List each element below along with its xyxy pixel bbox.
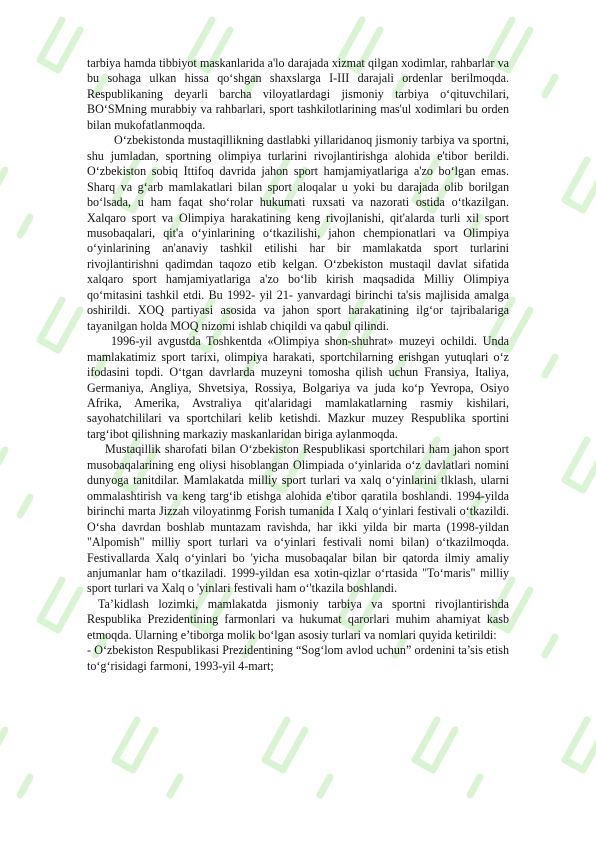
watermark-mark [0,440,5,490]
watermark-dash [170,777,180,795]
watermark-dash [545,637,555,655]
watermark-dash [470,777,480,795]
paragraph-1: tarbiya hamda tibbiyot maskanlarida a'lo darajada xizmat qilgan xodimlar, rahbarlar va bu sohaga ulkan hissa qo‘shgan shaxslarga I-III darajali ordenlar berilmoqda. Respublikaning deyarli barcha viloyatlardagi jismoniy tarbiya o‘qituvchilari, BO‘SMning murabbiy va rahbarlari, sport tashkilotlarining mas'ul xodimlari bu orden bilan mukofatlanmoqda. [87,56,509,132]
watermark-mark [40,20,80,70]
watermark-mark [115,720,155,770]
watermark-dash [545,357,555,375]
watermark-dash [545,77,555,95]
watermark-mark [565,440,596,490]
watermark-dash [20,497,30,515]
watermark-mark [415,720,455,770]
paragraph-2: O‘zbekistonda mustaqillikning dastlabki yillaridanoq jismoniy tarbiya va sportni, shu jumladan, sportning olimpiya turlarini rivojlantirishga alohida e'tibor berildi. O‘zbekiston sobiq Ittifoq davrida jahon sport hamjamiyatlariga a'zo bo‘lgan emas. Sharq va g‘arb mamlakatlari bilan sport aloqalar u yoki bu darajada olib borilgan bo‘lsada, u ham faqat sho‘rolar hukumati ruxsati va nazorati ostida o‘tkazilgan. Xalqaro sport va Olimpiya harakatining keng rivojlanishi, qit'alarda turli xil sport musobaqalari, qit'a o‘yinlarining o‘tkazilishi, jahon chempionatlari va Olimpiya o‘yinlarining an'anaviy tashkil etilishi har bir mamlakatda sport turlarini rivojlantirishni qadimdan taqozo etib kelgan. O‘zbekiston mustaqil davlat sifatida xalqaro sport hamjamiyatlariga a'zo bo‘lib kirish maqsadida Milliy Olimpiya qo‘mitasini tashkil etdi. Bu 1992- yil 21- yanvardagi birinchi ta'sis majlisida amalga oshirildi. XOQ partiyasi asosida va jahon sport harakatining ilg‘or tajribalariga tayanilgan holda MOQ nizomi ishlab chiqildi va qabul qilindi. [87,133,509,333]
watermark-mark [40,580,80,630]
watermark-mark [0,160,5,210]
watermark-dash [20,777,30,795]
paragraph-4: Mustaqillik sharofati bilan O‘zbekiston Respublikasi sportchilari ham jahon sport musobaqalarining eng oliysi hisoblangan Olimpiada o‘yinlarida o‘z davlatlari nomini dunyoga tanitdilar. Mamlakatda milliy sport turlari va xalq o‘yinlarini tlklash, ularni ommalashtirish va keng targ‘ib etishga alohida e'tibor qaratila boshlandi. 1994-yilda birinchi marta Jizzah viloyatinmg Forish tumanida I Xalq o‘yinlari festivali o‘tkazildi. O‘sha davrdan boshlab muntazam ravishda, har ikki yilda bir marta (1998-yildan "Alpomish" milliy sport turlari va o‘yinlari festivali nomi bilan) o‘tkazilmoqda. Festivallarda Xalq o‘yinlari bo 'yicha musobaqalar bilan bir qatorda ilmiy amaliy anjumanlar ham o‘tkaziladi. 1999-yildan esa xotin-qizlar o‘rtasida "To‘maris" milliy sport turlari va Xalq o 'yinlari festivali ham o‘'tkazila boshlandi. [87,442,509,596]
watermark-mark [40,300,80,350]
watermark-dash [320,777,330,795]
watermark-mark [565,720,596,770]
paragraph-5: Ta’kidlash lozimki, mamlakatda jismoniy tarbiya va sportni rivojlantirishda Respublika Prezidentining farmonlari va hukumat qarorlari muhim ahamiyat kasb etmoqda. Ularning e’tiborga molik bo‘lgan asosiy turlari va nomlari quyida ketirildi: [87,596,509,642]
paragraph-6: - O‘zbekiston Respublikasi Prezidentining “Sog‘lom avlod uchun” ordenini ta’sis etish to‘g‘risidagi farmoni, 1993-yil 4-mart; [87,643,509,673]
watermark-mark [565,160,596,210]
paragraph-3: 1996-yil avgustda Toshkentda «Olimpiya shon-shuhrat» muzeyi ochildi. Unda mamlakatimiz sport tarixi, olimpiya harakati, sportchilarning erishgan yutuqlari o‘z ifodasini topdi. O‘tgan davrlarda muzeyni tomosha qilish uchun Fransiya, Italiya, Germaniya, Angliya, Shvetsiya, Rossiya, Bolgariya va juda ko‘p Yevropa, Osiyo Afrika, Amerika, Avstraliya qit'alaridagi mamlakatlarning rasmiy kishilari, sayohatchililari va sportchilari kelib ketishdi. Mazkur muzey Respublika sportini targ‘ibot qilishning markaziy maskanlaridan biriga aylanmoqda. [87,334,509,441]
watermark-mark [0,720,5,770]
watermark-dash [20,217,30,235]
document-body [87,56,509,674]
watermark-mark [265,720,305,770]
